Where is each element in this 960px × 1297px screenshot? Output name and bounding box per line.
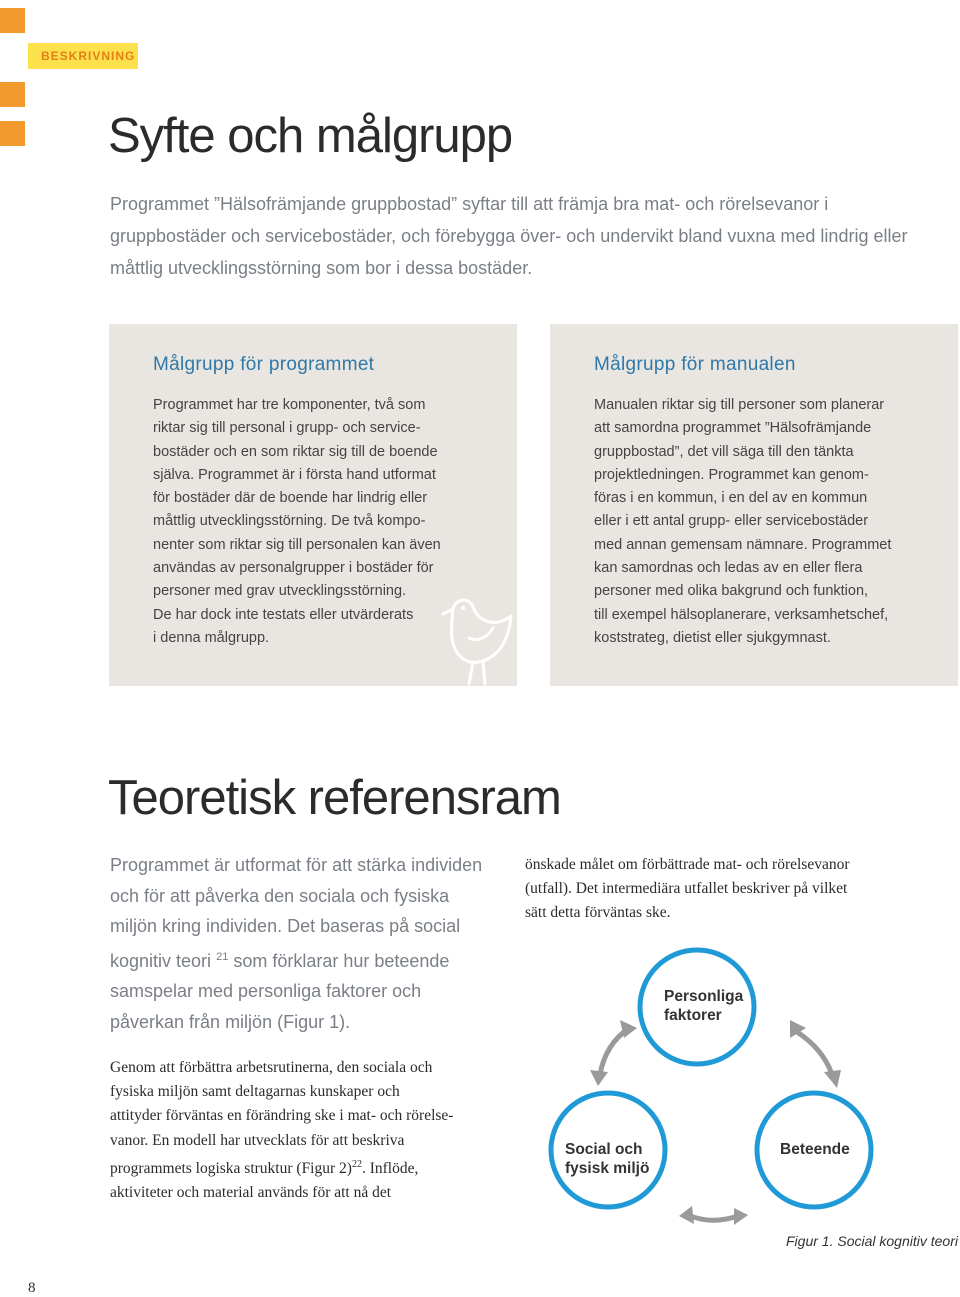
decor-square	[0, 121, 25, 146]
node-label: Personliga faktorer	[664, 988, 744, 1024]
arrowhead-icon	[734, 1208, 748, 1225]
arrowhead-icon	[590, 1070, 608, 1086]
box-text: Programmet har tre komponenter, två som riktar sig till personal i grupp- och service- bostäder och en som riktar sig till de boende själva. Programmet är i första hand utformat för bostäder där de boende har lindrig eller måttlig utvecklingsstörning. De två kompo- nenter som riktar sig till personalen kan även användas av personalgrupper i bostäder för personer med grav utvecklingsstörning. De har dock inte testats eller utvärderats i denna målgrupp.	[153, 397, 441, 646]
box-heading: Målgrupp för manualen	[594, 354, 796, 375]
figure-caption: Figur 1. Social kognitiv teori	[786, 1233, 958, 1249]
page-number: 8	[28, 1280, 36, 1296]
section-title: Teoretisk referensram	[108, 771, 561, 825]
social-cognitive-diagram	[540, 940, 960, 1240]
box-heading: Målgrupp för programmet	[153, 354, 375, 375]
decor-square	[0, 8, 25, 33]
intro-paragraph: Programmet ”Hälsofrämjande gruppbostad” syftar till att främja bra mat- och rörelsevanor i gruppbostäder och servicebostäder, och förebygga över- och undervikt bland vuxna med lindrig eller måttlig utvecklingsstörning som bor i dessa bostäder.	[110, 194, 908, 278]
lead-paragraph: Programmet är utformat för att stärka individen och för att påverka den sociala och fysiska miljön kring individen. Det baseras på social kognitiv teori $^{21}$ som förklarar hur beteende samspelar med personliga faktorer och påverkan från miljön (Figur 1).	[110, 855, 483, 1032]
arrowhead-icon	[824, 1070, 841, 1088]
bird-icon	[439, 592, 517, 686]
section-tag: BESKRIVNING	[28, 43, 138, 69]
footnote-ref: 22	[351, 1158, 362, 1170]
decor-square	[0, 82, 25, 107]
node-label: Beteende	[780, 1141, 850, 1158]
arrowhead-icon	[679, 1206, 694, 1224]
section-title: Syfte och målgrupp	[108, 109, 513, 163]
target-group-program-box	[109, 324, 517, 686]
footnote-ref: 21	[216, 950, 229, 963]
target-group-manual-box	[550, 324, 958, 686]
body-paragraph-right: önskade målet om förbättrade mat- och rörelsevanor (utfall). Det intermediära utfallet beskriver på vilket sätt detta förväntas ske.	[525, 856, 850, 922]
body-paragraph: Genom att förbättra arbetsrutinerna, den sociala och fysiska miljön samt deltagarnas kunskaper och attityder förväntas en förändring ske i mat- och rörelse- vanor. En modell har utvecklats för att beskriva programmets logiska struktur (Figur 2)$^{22}$. Inflöde, aktiviteter och material används för att nå det	[110, 1059, 454, 1202]
node-label: Social och fysisk miljö	[565, 1141, 650, 1177]
box-text: Manualen riktar sig till personer som planerar att samordna programmet ”Hälsofrämjande gruppbostad”, det vill säga till den tänkta projektledningen. Programmet kan genom- föras i en kommun, i en del av en kommun eller i ett antal grupp- eller servicebostäder med annan gemensam nämnare. Programmet kan samordnas och ledas av en eller flera personer med olika bakgrund och funktion, till exempel hälsoplanerare, verksamhetschef, koststrateg, dietist eller sjukgymnast.	[594, 397, 892, 646]
